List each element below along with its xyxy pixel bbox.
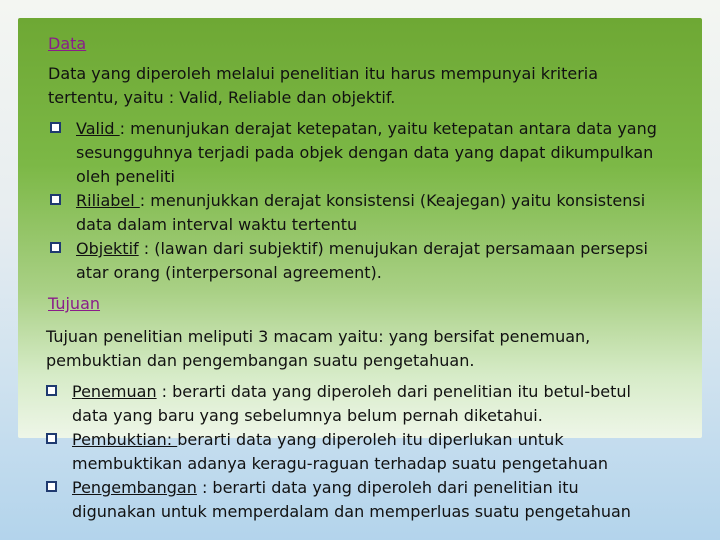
- checkbox-bullet-icon: [46, 433, 57, 444]
- item-line: digunakan untuk memperdalam dan memperluas suatu pengetahuan: [72, 502, 631, 521]
- checkbox-bullet-icon: [50, 242, 61, 253]
- data-intro-line1: Data yang diperoleh melalui penelitian itu harus mempunyai kriteria: [48, 64, 599, 83]
- item-line: data dalam interval waktu tertentu: [76, 215, 358, 234]
- list-item-objektif: [50, 237, 700, 285]
- list-item-riliabel: [50, 189, 700, 237]
- item-line: berarti data yang diperoleh dari penelitian itu: [212, 478, 579, 497]
- term-objektif: Objektif: [76, 239, 139, 258]
- list-item-penemuan: [46, 380, 706, 428]
- item-line: menunjukkan derajat konsistensi (Keajegan) yaitu konsistensi: [150, 191, 646, 210]
- item-line: sesungguhnya terjadi pada objek dengan data yang dapat dikumpulkan: [76, 143, 654, 162]
- term-pengembangan: Pengembangan: [72, 478, 197, 497]
- item-line: berarti data yang diperoleh itu diperlukan untuk: [177, 430, 564, 449]
- list-item-pembuktian: [46, 428, 706, 476]
- item-line: (lawan dari subjektif) menujukan derajat persamaan persepsi: [154, 239, 648, 258]
- term-separator: :: [139, 191, 151, 210]
- checkbox-bullet-icon: [46, 481, 57, 492]
- tujuan-list: [46, 380, 706, 524]
- term-penemuan: Penemuan: [72, 382, 157, 401]
- data-criteria-list: [50, 117, 700, 285]
- item-line: membuktikan adanya keragu-raguan terhadap suatu pengetahuan: [72, 454, 609, 473]
- item-line: menunjukan derajat ketepatan, yaitu ketepatan antara data yang: [130, 119, 657, 138]
- checkbox-bullet-icon: [50, 122, 61, 133]
- list-item-pengembangan: [46, 476, 706, 524]
- checkbox-bullet-icon: [46, 385, 57, 396]
- item-line: data yang baru yang sebelumnya belum pernah diketahui.: [72, 406, 543, 425]
- term-separator: :: [156, 382, 173, 401]
- item-line: berarti data yang diperoleh dari penelitian itu betul-betul: [172, 382, 631, 401]
- term-riliabel: Riliabel: [76, 191, 140, 210]
- item-line: oleh peneliti: [76, 167, 175, 186]
- list-item-valid: [50, 117, 700, 189]
- section-heading-tujuan: Tujuan: [48, 294, 101, 313]
- term-pembuktian: Pembuktian:: [72, 430, 178, 449]
- term-separator: :: [119, 119, 131, 138]
- term-separator: :: [196, 478, 213, 497]
- tujuan-intro-line1: Tujuan penelitian meliputi 3 macam yaitu: yang bersifat penemuan,: [46, 327, 591, 346]
- section-heading-data: Data: [48, 34, 87, 53]
- term-valid: Valid: [76, 119, 120, 138]
- checkbox-bullet-icon: [50, 194, 61, 205]
- data-intro-line2: tertentu, yaitu : Valid, Reliable dan objektif.: [48, 88, 396, 107]
- tujuan-intro-line2: pembuktian dan pengembangan suatu pengetahuan.: [46, 351, 475, 370]
- item-line: atar orang (interpersonal agreement).: [76, 263, 382, 282]
- term-separator: :: [138, 239, 155, 258]
